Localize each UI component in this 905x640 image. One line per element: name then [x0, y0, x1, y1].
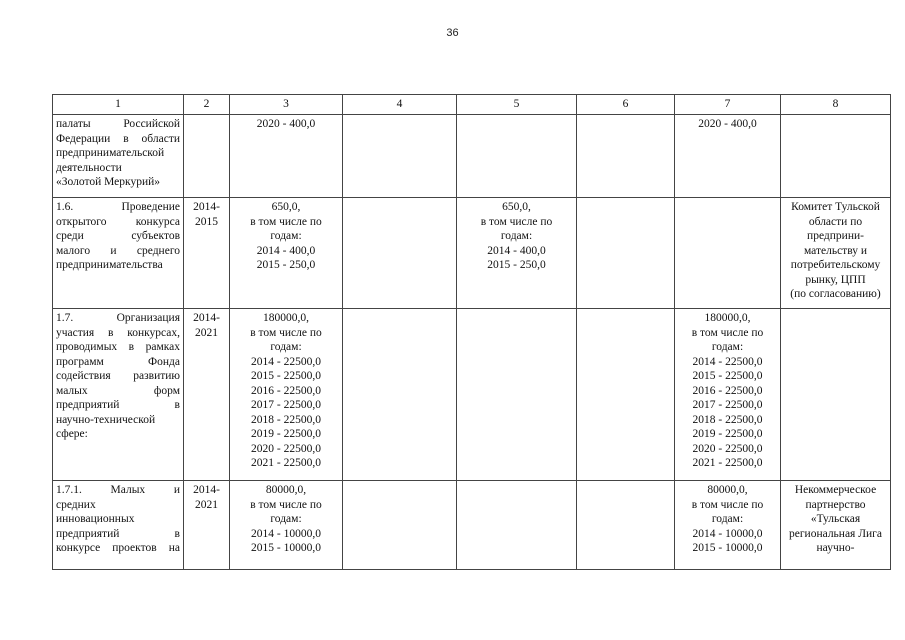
- cell-line: 2020 - 22500,0: [692, 442, 763, 455]
- cell-line: 2014 - 400,0: [256, 244, 316, 257]
- cell-line: 2014-: [193, 201, 220, 213]
- cell-federal-budget: [343, 481, 457, 570]
- cell-total-funding: [230, 198, 343, 309]
- cell-line: содействия развитию: [56, 370, 180, 382]
- cell-local-budget: [577, 198, 675, 309]
- cell-line: научно-технической: [56, 413, 156, 426]
- cell-federal-budget: [343, 115, 457, 198]
- cell-line: 2015 - 10000,0: [692, 542, 763, 554]
- cell-line: 650,0,: [502, 201, 531, 213]
- cell-line: годам:: [711, 513, 744, 525]
- cell-total-funding: [230, 115, 343, 198]
- cell-line: 2015: [195, 215, 218, 228]
- cell-total-funding: [230, 309, 343, 481]
- page-number: 36: [446, 27, 459, 39]
- cell-line: региональная Лига: [788, 527, 883, 540]
- cell-line: 2020 - 400,0: [256, 118, 316, 130]
- cell-line: 2017 - 22500,0: [251, 399, 321, 411]
- cell-line: 2018 - 22500,0: [692, 413, 763, 426]
- cell-line: в том числе по: [250, 326, 322, 339]
- cell-line: малых форм: [56, 384, 180, 397]
- cell-line: деятельности: [56, 161, 122, 174]
- column-header: 6: [577, 95, 675, 115]
- cell-period: [184, 481, 230, 570]
- cell-line: 2021: [195, 498, 218, 511]
- cell-line: проводимых в рамках: [56, 341, 180, 353]
- cell-period: [184, 309, 230, 481]
- cell-line: 2020 - 22500,0: [251, 442, 321, 455]
- cell-line: малого и среднего: [56, 244, 180, 257]
- cell-line: сфере:: [56, 428, 88, 440]
- cell-line: Комитет Тульской: [791, 201, 880, 213]
- cell-line: (по согласованию): [790, 288, 881, 300]
- cell-line: 2014 - 400,0: [487, 244, 546, 257]
- cell-line: в том числе по: [691, 498, 764, 511]
- cell-responsible: [781, 309, 891, 481]
- cell-line: предпринимательства: [56, 259, 163, 271]
- cell-line: 2014-: [193, 312, 220, 324]
- cell-line: в том числе по: [480, 215, 553, 228]
- cell-other-sources: [675, 115, 781, 198]
- cell-description: [53, 198, 184, 309]
- cell-line: предприятий в: [56, 399, 180, 411]
- cell-line: среди субъектов: [56, 230, 180, 242]
- cell-line: 2016 - 22500,0: [692, 384, 763, 397]
- column-header: 3: [230, 95, 343, 115]
- cell-period: [184, 198, 230, 309]
- column-header: 5: [457, 95, 577, 115]
- cell-line: в том числе по: [691, 326, 764, 339]
- cell-line: 2015 - 22500,0: [692, 370, 763, 382]
- cell-line: «Тульская: [810, 513, 861, 525]
- cell-other-sources: [675, 309, 781, 481]
- cell-line: Некоммерческое: [794, 484, 877, 496]
- column-header: 4: [343, 95, 457, 115]
- cell-line: рынку, ЦПП: [805, 273, 866, 286]
- cell-line: 2016 - 22500,0: [251, 384, 321, 397]
- cell-federal-budget: [343, 198, 457, 309]
- cell-responsible: [781, 481, 891, 570]
- cell-local-budget: [577, 115, 675, 198]
- cell-regional-budget: [457, 198, 577, 309]
- cell-other-sources: [675, 198, 781, 309]
- cell-line: 2014-: [193, 484, 220, 496]
- cell-line: 2017 - 22500,0: [692, 399, 763, 411]
- cell-description: [53, 115, 184, 198]
- cell-line: инновационных: [56, 513, 135, 525]
- cell-line: средних: [56, 498, 96, 511]
- cell-line: годам:: [270, 513, 302, 525]
- cell-local-budget: [577, 309, 675, 481]
- cell-regional-budget: [457, 115, 577, 198]
- cell-line: Федерации в области: [56, 132, 180, 145]
- cell-line: участия в конкурсах,: [56, 326, 180, 339]
- cell-line: предприятий в: [56, 527, 180, 540]
- cell-line: «Золотой Меркурий»: [56, 176, 161, 188]
- cell-regional-budget: [457, 309, 577, 481]
- cell-line: 2015 - 250,0: [487, 259, 546, 271]
- cell-local-budget: [577, 481, 675, 570]
- table-header-row: [53, 95, 891, 115]
- cell-line: мательству и: [803, 244, 868, 257]
- cell-line: 80000,0,: [707, 484, 748, 496]
- cell-line: 2014 - 10000,0: [692, 527, 763, 540]
- cell-line: потребительскому: [790, 259, 881, 271]
- program-table: [52, 94, 891, 570]
- cell-line: палаты Российской: [56, 118, 180, 130]
- cell-line: 2018 - 22500,0: [251, 413, 321, 426]
- cell-line: 650,0,: [271, 201, 301, 213]
- cell-line: 1.7.1. Малых и: [56, 484, 180, 496]
- cell-line: 2015 - 10000,0: [251, 542, 321, 554]
- cell-line: 180000,0,: [704, 312, 751, 324]
- cell-line: годам:: [711, 341, 744, 353]
- table-row: [53, 309, 891, 481]
- cell-line: 2021 - 22500,0: [692, 457, 763, 469]
- cell-line: 2014 - 22500,0: [251, 355, 321, 368]
- cell-line: 180000,0,: [263, 312, 309, 324]
- cell-federal-budget: [343, 309, 457, 481]
- cell-line: 2021: [195, 326, 218, 339]
- column-header: 8: [781, 95, 891, 115]
- cell-description: [53, 309, 184, 481]
- cell-line: 1.6. Проведение: [56, 201, 180, 213]
- cell-line: в том числе по: [250, 498, 322, 511]
- cell-line: 2020 - 400,0: [698, 118, 757, 130]
- column-header: 2: [184, 95, 230, 115]
- column-header: 7: [675, 95, 781, 115]
- cell-line: годам:: [270, 230, 302, 242]
- cell-regional-budget: [457, 481, 577, 570]
- cell-other-sources: [675, 481, 781, 570]
- cell-line: научно-: [816, 542, 855, 554]
- cell-line: 2019 - 22500,0: [692, 428, 763, 440]
- cell-description: [53, 481, 184, 570]
- cell-line: предприни-: [807, 230, 864, 242]
- cell-line: предпринимательской: [56, 147, 165, 159]
- cell-line: программ Фонда: [56, 355, 180, 368]
- cell-line: 2014 - 22500,0: [692, 355, 763, 368]
- cell-line: в том числе по: [250, 215, 322, 228]
- cell-total-funding: [230, 481, 343, 570]
- cell-line: 2014 - 10000,0: [251, 527, 321, 540]
- cell-responsible: [781, 115, 891, 198]
- table-row: [53, 481, 891, 570]
- cell-line: открытого конкурса: [56, 215, 180, 228]
- cell-line: 2021 - 22500,0: [251, 457, 321, 469]
- cell-line: 80000,0,: [265, 484, 307, 496]
- cell-line: области по: [808, 215, 863, 228]
- cell-line: 2015 - 250,0: [256, 259, 316, 271]
- table-row: [53, 115, 891, 198]
- column-header: 1: [53, 95, 184, 115]
- cell-period: [184, 115, 230, 198]
- cell-responsible: [781, 198, 891, 309]
- cell-line: годам:: [500, 230, 533, 242]
- cell-line: 2019 - 22500,0: [251, 428, 321, 440]
- cell-line: конкурсе проектов на: [56, 542, 180, 554]
- cell-line: партнерство: [805, 498, 866, 511]
- cell-line: годам:: [270, 341, 302, 353]
- cell-line: 2015 - 22500,0: [251, 370, 321, 382]
- table-row: [53, 198, 891, 309]
- cell-line: 1.7. Организация: [56, 312, 180, 324]
